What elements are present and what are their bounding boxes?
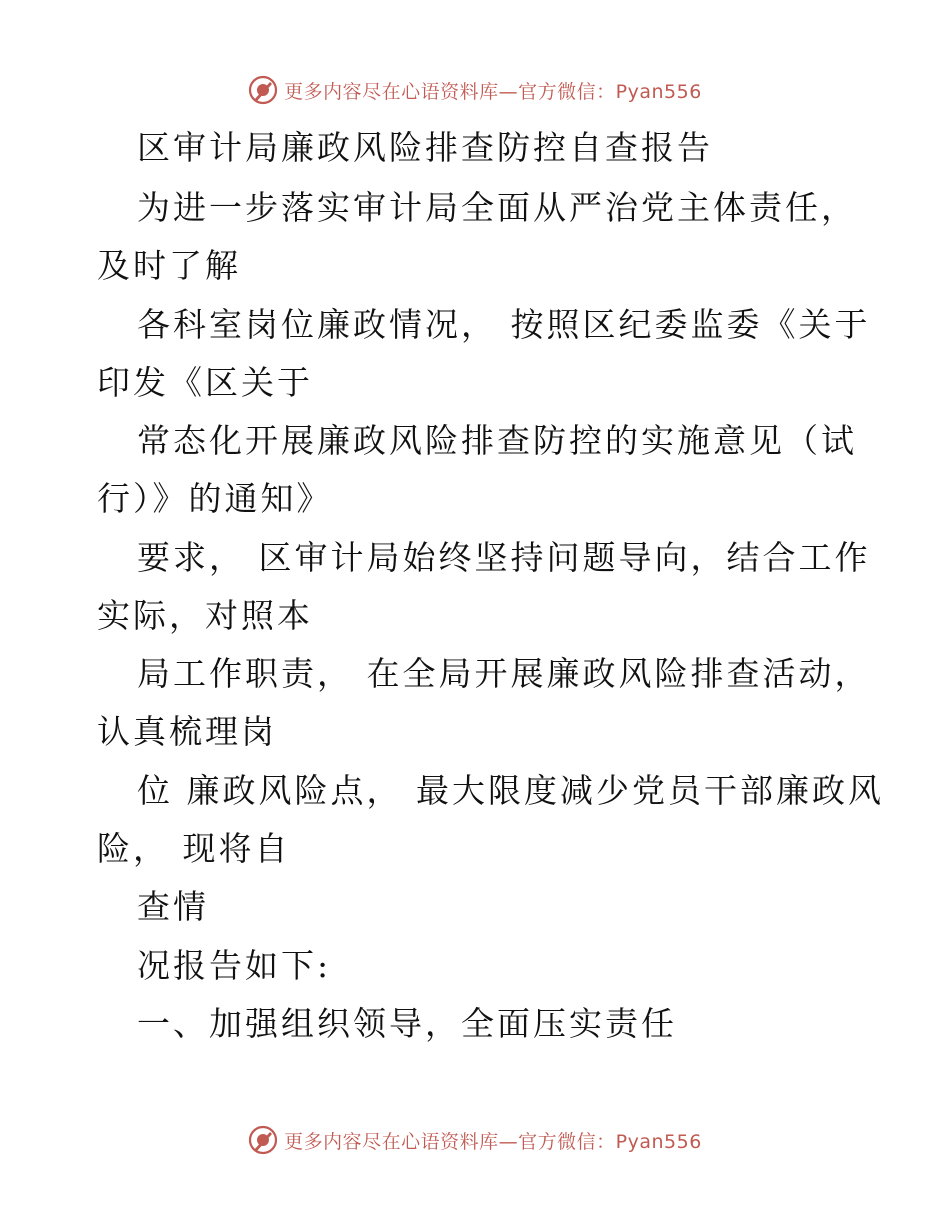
- paragraph-line: 实际，对照本: [97, 596, 313, 635]
- paragraph-line: 认真梳理岗: [97, 712, 277, 751]
- paragraph-line: 印发《区关于: [97, 363, 313, 402]
- document-title: 区审计局廉政风险排查防控自查报告: [137, 128, 713, 167]
- section-heading: 一、加强组织领导，全面压实责任: [137, 1004, 677, 1043]
- paragraph-line: 各科室岗位廉政情况， 按照区纪委监委《关于: [137, 305, 871, 344]
- paragraph-line: 行）》的通知》: [97, 479, 333, 518]
- footer-watermark-banner: [0, 1120, 950, 1160]
- paragraph-line: 为进一步落实审计局全面从严治党主体责任，: [137, 188, 857, 227]
- paragraph-line: 查情: [137, 887, 209, 926]
- quill-logo-icon: [248, 1125, 278, 1155]
- paragraph-line: 况报告如下:: [137, 946, 332, 985]
- paragraph-line: 常态化开展廉政风险排查防控的实施意见（试: [137, 421, 857, 460]
- paragraph-line: 位 廉政风险点， 最大限度减少党员干部廉政风: [137, 771, 884, 810]
- footer-watermark-text: 更多内容尽在心语资料库—官方微信：Pyan556: [284, 1130, 702, 1153]
- paragraph-line: 险， 现将自: [97, 829, 291, 868]
- paragraph-line: 要求， 区审计局始终坚持问题导向，结合工作: [137, 538, 871, 577]
- paragraph-line: 及时了解: [97, 246, 241, 285]
- header-watermark-text: 更多内容尽在心语资料库—官方微信：Pyan556: [284, 80, 702, 103]
- paragraph-line: 局工作职责， 在全局开展廉政风险排查活动，: [137, 654, 871, 693]
